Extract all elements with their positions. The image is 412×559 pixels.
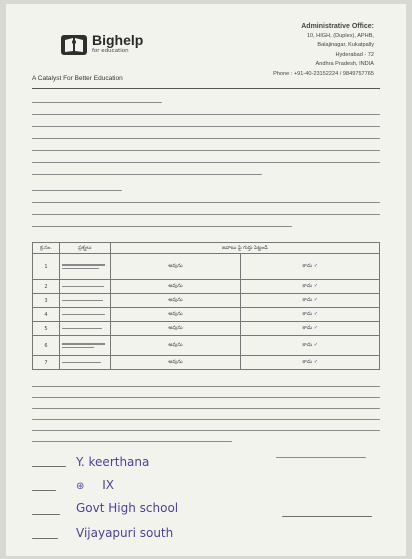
class-mark-icon: ⊛ <box>76 481 85 492</box>
table-row <box>33 322 380 336</box>
row-number: 3 <box>33 294 60 308</box>
answer-yes[interactable]: అవును <box>110 280 241 294</box>
village-label <box>32 538 58 539</box>
answer-no: కాదు <box>302 359 313 365</box>
form-page <box>6 4 406 556</box>
answer-no: కాదు <box>302 311 313 317</box>
answer-no-checked[interactable] <box>241 336 380 356</box>
answer-yes[interactable]: అవును <box>110 294 241 308</box>
answer-yes[interactable]: అవును <box>110 356 241 370</box>
answer-no: కాదు <box>302 342 313 348</box>
question-text <box>60 294 111 308</box>
office-line: Balajinagar, Kukatpally <box>317 42 374 49</box>
name-field[interactable]: Y. keerthana <box>76 455 150 469</box>
table-row <box>33 294 380 308</box>
answer-no: కాదు <box>302 297 313 303</box>
question-text <box>60 322 111 336</box>
check-mark-icon: ✓ <box>312 263 318 269</box>
answer-no: కాదు <box>302 325 313 331</box>
class-value: IX <box>102 478 114 492</box>
answer-no: కాదు <box>302 283 313 289</box>
question-text <box>60 356 111 370</box>
check-mark-icon: ✓ <box>312 311 318 317</box>
answer-no-checked[interactable] <box>241 308 380 322</box>
class-field[interactable] <box>76 478 114 492</box>
check-mark-icon: ✓ <box>312 342 318 348</box>
class-label <box>32 490 56 491</box>
office-title: Administrative Office: <box>301 23 374 30</box>
book-logo-icon <box>61 35 87 55</box>
office-address <box>273 22 374 80</box>
table-row <box>33 280 380 294</box>
question-text <box>60 254 111 280</box>
answer-yes[interactable]: అవును <box>110 308 241 322</box>
question-text <box>60 280 111 294</box>
tagline: A Catalyst For Better Education <box>32 75 123 82</box>
table-row <box>33 308 380 322</box>
office-line: Andhra Pradesh, INDIA <box>315 61 374 68</box>
row-number: 6 <box>33 336 60 356</box>
answer-yes[interactable]: అవును <box>110 254 241 280</box>
brand-subtitle: for education <box>92 48 129 54</box>
col-number-header: క్ర.సం. <box>33 243 60 254</box>
answer-no-checked[interactable] <box>241 356 380 370</box>
name-label <box>32 466 66 467</box>
question-text <box>60 308 111 322</box>
table-row <box>33 336 380 356</box>
answer-yes[interactable]: అవును <box>110 322 241 336</box>
office-phone: Phone : +91-40-23152224 / 9849757765 <box>273 70 374 77</box>
table-row <box>33 356 380 370</box>
row-number: 5 <box>33 322 60 336</box>
answer-yes[interactable]: అవును <box>110 336 241 356</box>
answer-no-checked[interactable] <box>241 294 380 308</box>
school-label <box>32 514 60 515</box>
check-mark-icon: ✓ <box>312 283 318 289</box>
answer-no-checked[interactable] <box>241 280 380 294</box>
check-mark-icon: ✓ <box>312 325 318 331</box>
check-mark-icon: ✓ <box>312 359 318 365</box>
school-field[interactable]: Govt High school <box>76 501 179 515</box>
row-number: 2 <box>33 280 60 294</box>
office-line: 10, HIGH, (Duplex), APHB, <box>306 32 374 39</box>
answer-no-checked[interactable] <box>241 254 380 280</box>
answer-no: కాదు <box>302 263 313 269</box>
col-question-header: ప్రశ్నలు <box>60 243 111 254</box>
row-number: 4 <box>33 308 60 322</box>
headmaster-label <box>282 516 372 517</box>
answer-no-checked[interactable] <box>241 322 380 336</box>
col-answer-header: జవాబు పై గుర్తు పెట్టండి <box>110 243 379 254</box>
table-row <box>33 254 380 280</box>
header-divider <box>32 88 380 89</box>
brand-name: Bighelp <box>92 32 144 48</box>
village-field[interactable]: Vijayapuri south <box>76 526 174 540</box>
row-number: 1 <box>33 254 60 280</box>
office-line: Hyderabad - 72 <box>335 51 374 58</box>
row-number: 7 <box>33 356 60 370</box>
check-mark-icon: ✓ <box>312 297 318 303</box>
questions-table <box>32 242 380 370</box>
question-text <box>60 336 111 356</box>
